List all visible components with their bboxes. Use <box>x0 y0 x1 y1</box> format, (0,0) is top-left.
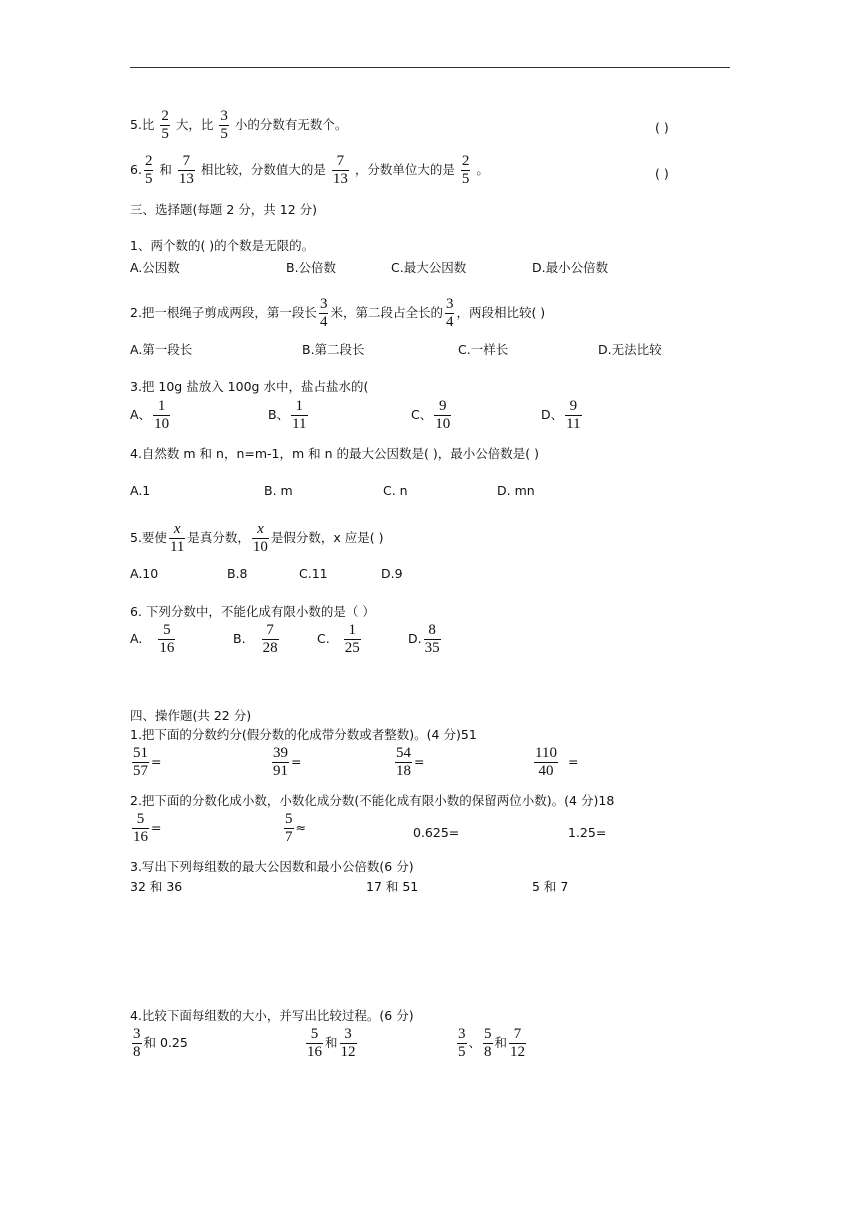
s3-q1-option-d: D.最小公倍数 <box>532 260 609 275</box>
section3-title: 三、选择题(每题 2 分，共 12 分) <box>130 202 318 217</box>
s4-q4-group-2 <box>304 1026 359 1061</box>
s4-q3-item-1: 32 和 36 <box>130 879 183 894</box>
fraction: $\frac{3}{5}$ <box>458 1026 466 1060</box>
fraction: $\frac{x}{11}$ <box>169 521 185 555</box>
s4-q4-group-3 <box>455 1026 528 1061</box>
s3-q5-text-1: 5.要使 <box>130 530 167 546</box>
judge-q6-text-3: 相比较，分数值大的是 <box>200 162 326 178</box>
s3-q3-option-a <box>130 398 172 433</box>
fraction: $\frac{5}{16}$ <box>159 622 175 656</box>
header-rule <box>130 67 730 68</box>
fraction: $\frac{3}{4}$ <box>319 296 328 330</box>
fraction: $\frac{9}{11}$ <box>566 398 581 432</box>
judge-q5-text-2: 大，比 <box>175 117 214 133</box>
s3-q5-option-a: A.10 <box>130 566 159 581</box>
fraction: $\frac{110}{40}$ <box>535 745 557 779</box>
option-label: B. <box>233 631 246 647</box>
fraction: $\frac{1}{11}$ <box>292 398 307 432</box>
s3-q2-option-a: A.第一段长 <box>130 342 193 357</box>
fraction: $\frac{5}{7}$ <box>285 811 293 845</box>
s3-q5-option-d: D.9 <box>381 566 403 581</box>
s4-q2-item-2 <box>282 811 306 846</box>
s4-q2-item-3: 0.625= <box>413 825 460 840</box>
s3-q4-option-c: C. n <box>383 483 408 498</box>
fraction: $\frac{9}{10}$ <box>435 398 451 432</box>
s3-q2-option-b: B.第二段长 <box>302 342 365 357</box>
fraction: $\frac{1}{25}$ <box>344 622 360 656</box>
fraction: $\frac{7}{12}$ <box>510 1026 526 1060</box>
s3-q1-stem: 1、两个数的( )的个数是无限的。 <box>130 238 315 253</box>
option-label: C、 <box>411 407 433 423</box>
s4-q1-item-1 <box>130 745 161 780</box>
equals-sign: = <box>291 754 302 770</box>
s3-q1-option-b: B.公倍数 <box>286 260 337 275</box>
s3-q1-option-a: A.公因数 <box>130 260 180 275</box>
s3-q4-option-d: D. mn <box>497 483 535 498</box>
s3-q2-option-d: D.无法比较 <box>598 342 662 357</box>
judge-q6 <box>130 153 489 188</box>
fraction: $\frac{5}{8}$ <box>484 1026 492 1060</box>
s4-q3-item-3: 5 和 7 <box>532 879 569 894</box>
s3-q5-stem <box>130 521 384 556</box>
s4-q1-item-3 <box>393 745 424 780</box>
s3-q4-stem: 4.自然数 m 和 n，n=m-1，m 和 n 的最大公因数是( )，最小公倍数是( ) <box>130 446 539 461</box>
s3-q5-option-b: B.8 <box>227 566 248 581</box>
s3-q4-option-b: B. m <box>264 483 293 498</box>
fraction: $\frac{39}{91}$ <box>273 745 288 779</box>
s3-q6-option-a <box>130 622 177 657</box>
equals-sign: = <box>151 754 162 770</box>
s3-q2-text-3: ，两段相比较( ) <box>456 305 546 321</box>
judge-q6-text-4: ，分数单位大的是 <box>354 162 455 178</box>
judge-q5-text-3: 小的分数有无数个。 <box>234 117 348 133</box>
s4-q2-stem: 2.把下面的分数化成小数，小数化成分数(不能化成有限小数的保留两位小数)。(4 分)18 <box>130 793 615 808</box>
fraction: $\frac{x}{10}$ <box>252 521 268 555</box>
s4-q2-item-1 <box>130 811 161 846</box>
s4-q4-stem: 4.比较下面每组数的大小，并写出比较过程。(6 分) <box>130 1008 414 1023</box>
fraction: $\frac{5}{16}$ <box>307 1026 322 1060</box>
judge-q6-text-5: 。 <box>476 162 489 178</box>
s4-q4-g3-and: 和 <box>494 1035 508 1051</box>
option-label: C. <box>317 631 330 647</box>
s4-q4-g2-and: 和 <box>325 1035 338 1051</box>
s3-q3-option-c <box>411 398 453 433</box>
s3-q2-text-1: 2.把一根绳子剪成两段，第一段长 <box>130 305 317 321</box>
s3-q5-option-c: C.11 <box>299 566 328 581</box>
fraction: $\frac{2}{5}$ <box>461 153 470 187</box>
fraction: $\frac{2}{5}$ <box>144 153 153 187</box>
equals-sign: = <box>567 754 579 770</box>
fraction: $\frac{7}{28}$ <box>262 622 278 656</box>
section4-title: 四、操作题(共 22 分) <box>130 708 252 723</box>
s4-q1-item-4 <box>532 745 578 780</box>
s3-q5-text-2: 是真分数， <box>187 530 250 546</box>
fraction: $\frac{2}{5}$ <box>161 108 169 142</box>
s3-q3-option-d <box>541 398 584 433</box>
s3-q6-stem: 6. 下列分数中，不能化成有限小数的是（ ） <box>130 604 375 619</box>
equals-sign: = <box>414 754 425 770</box>
s4-q1-item-2 <box>270 745 301 780</box>
judge-q5-text-1: 5.比 <box>130 117 155 133</box>
s3-q3-stem: 3.把 10g 盐放入 100g 水中，盐占盐水的( <box>130 379 369 394</box>
s4-q3-stem: 3.写出下列每组数的最大公因数和最小公倍数(6 分) <box>130 859 414 874</box>
s4-q4-group-1 <box>130 1026 188 1061</box>
option-label: A、 <box>130 407 152 423</box>
fraction: $\frac{51}{57}$ <box>133 745 148 779</box>
s3-q2-text-2: 米，第二段占全长的 <box>330 305 443 321</box>
s4-q1-stem: 1.把下面的分数约分(假分数的化成带分数或者整数)。(4 分)51 <box>130 727 477 742</box>
fraction: $\frac{54}{18}$ <box>396 745 411 779</box>
fraction: $\frac{5}{16}$ <box>133 811 148 845</box>
equals-sign: = <box>151 820 162 836</box>
s3-q6-option-d <box>408 622 443 657</box>
option-label: D. <box>408 631 422 647</box>
fraction: $\frac{1}{10}$ <box>154 398 170 432</box>
s4-q3-item-2: 17 和 51 <box>366 879 419 894</box>
judge-q6-answer-paren: ( ) <box>655 166 669 181</box>
approx-sign: ≈ <box>295 820 306 836</box>
option-label: B、 <box>268 407 290 423</box>
judge-q6-text-2: 和 <box>159 162 172 178</box>
s3-q3-option-b <box>268 398 310 433</box>
s3-q6-option-b <box>233 622 281 657</box>
fraction: $\frac{3}{8}$ <box>133 1026 141 1060</box>
fraction: $\frac{8}{35}$ <box>424 622 440 656</box>
s3-q5-text-3: 是假分数，x 应是( ) <box>270 530 384 546</box>
judge-q5-answer-paren: ( ) <box>655 120 669 135</box>
fraction: $\frac{3}{5}$ <box>220 108 228 142</box>
judge-q6-text-1: 6. <box>130 162 142 178</box>
s3-q2-option-c: C.一样长 <box>458 342 509 357</box>
s4-q2-item-4: 1.25= <box>568 825 607 840</box>
judge-q5 <box>130 108 347 143</box>
fraction: $\frac{3}{12}$ <box>340 1026 356 1060</box>
option-label: A. <box>130 631 143 647</box>
fraction: $\frac{7}{13}$ <box>332 153 348 187</box>
s4-q4-g1-text: 和 0.25 <box>143 1035 188 1051</box>
fraction: $\frac{3}{4}$ <box>445 296 454 330</box>
s4-q4-g3-sep: 、 <box>468 1035 482 1051</box>
s3-q2-stem <box>130 296 545 331</box>
s3-q1-option-c: C.最大公因数 <box>391 260 467 275</box>
s3-q4-option-a: A.1 <box>130 483 151 498</box>
fraction: $\frac{7}{13}$ <box>178 153 194 187</box>
s3-q6-option-c <box>317 622 363 657</box>
option-label: D、 <box>541 407 564 423</box>
